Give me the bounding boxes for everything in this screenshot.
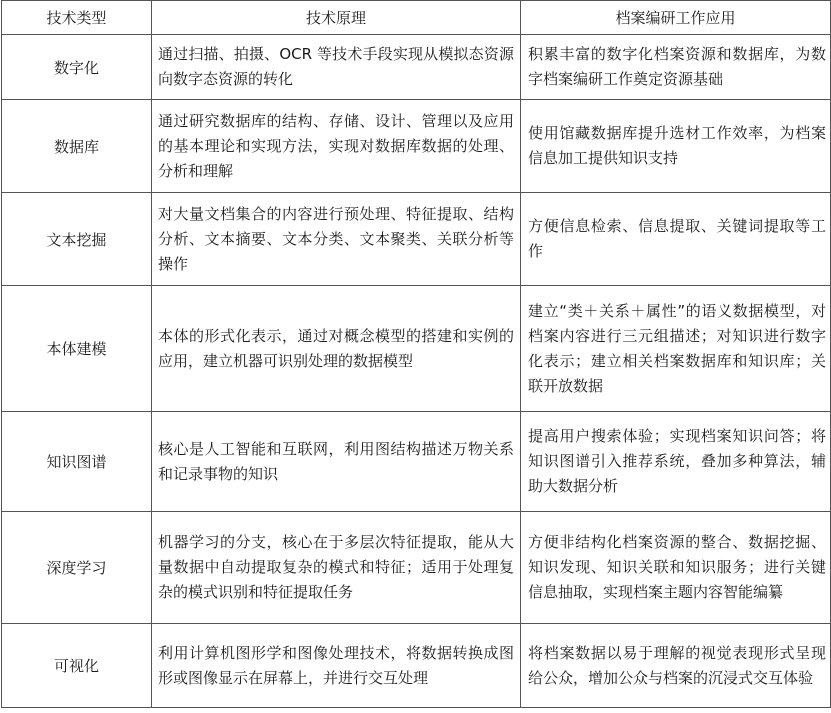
application-cell: 积累丰富的数字化档案资源和数据库，为数字档案编研工作奠定资源基础 bbox=[521, 35, 831, 100]
technology-table bbox=[1, 0, 831, 708]
application-cell: 建立“类＋关系＋属性”的语义数据模型，对档案内容进行三元组描述；对知识进行数字化表示；建立相关档案数据库和知识库；关联开放数据 bbox=[521, 286, 831, 412]
table-row bbox=[2, 412, 831, 512]
principle-cell: 通过研究数据库的结构、存储、设计、管理以及应用的基本理论和实现方法，实现对数据库数据的处理、分析和理解 bbox=[152, 100, 521, 193]
application-cell: 提高用户搜索体验；实现档案知识问答；将知识图谱引入推荐系统，叠加多种算法，辅助大数据分析 bbox=[521, 412, 831, 512]
principle-cell: 通过扫描、拍摄、OCR 等技术手段实现从模拟态资源向数字态资源的转化 bbox=[152, 35, 521, 100]
table-row bbox=[2, 624, 831, 708]
table-row bbox=[2, 193, 831, 286]
principle-cell: 核心是人工智能和互联网，利用图结构描述万物关系和记录事物的知识 bbox=[152, 412, 521, 512]
header-tech-principle: 技术原理 bbox=[152, 1, 521, 35]
tech-type-cell: 文本挖掘 bbox=[2, 193, 152, 286]
tech-type-cell: 本体建模 bbox=[2, 286, 152, 412]
header-tech-type: 技术类型 bbox=[2, 1, 152, 35]
principle-cell: 对大量文档集合的内容进行预处理、特征提取、结构分析、文本摘要、文本分类、文本聚类、关联分析等操作 bbox=[152, 193, 521, 286]
table-row bbox=[2, 286, 831, 412]
principle-cell: 本体的形式化表示，通过对概念模型的搭建和实例的应用，建立机器可识别处理的数据模型 bbox=[152, 286, 521, 412]
tech-type-cell: 数字化 bbox=[2, 35, 152, 100]
tech-type-cell: 深度学习 bbox=[2, 512, 152, 624]
header-archive-application: 档案编研工作应用 bbox=[521, 1, 831, 35]
table-header-row bbox=[2, 1, 831, 35]
table-row bbox=[2, 512, 831, 624]
tech-type-cell: 数据库 bbox=[2, 100, 152, 193]
principle-cell: 利用计算机图形学和图像处理技术，将数据转换成图形或图像显示在屏幕上，并进行交互处理 bbox=[152, 624, 521, 708]
table-row bbox=[2, 35, 831, 100]
table-row bbox=[2, 100, 831, 193]
principle-cell: 机器学习的分支，核心在于多层次特征提取，能从大量数据中自动提取复杂的模式和特征；适用于处理复杂的模式识别和特征提取任务 bbox=[152, 512, 521, 624]
tech-type-cell: 可视化 bbox=[2, 624, 152, 708]
application-cell: 使用馆藏数据库提升选材工作效率，为档案信息加工提供知识支持 bbox=[521, 100, 831, 193]
tech-type-cell: 知识图谱 bbox=[2, 412, 152, 512]
application-cell: 方便非结构化档案资源的整合、数据挖掘、知识发现、知识关联和知识服务；进行关键信息抽取，实现档案主题内容智能编纂 bbox=[521, 512, 831, 624]
application-cell: 将档案数据以易于理解的视觉表现形式呈现给公众，增加公众与档案的沉浸式交互体验 bbox=[521, 624, 831, 708]
application-cell: 方便信息检索、信息提取、关键词提取等工作 bbox=[521, 193, 831, 286]
